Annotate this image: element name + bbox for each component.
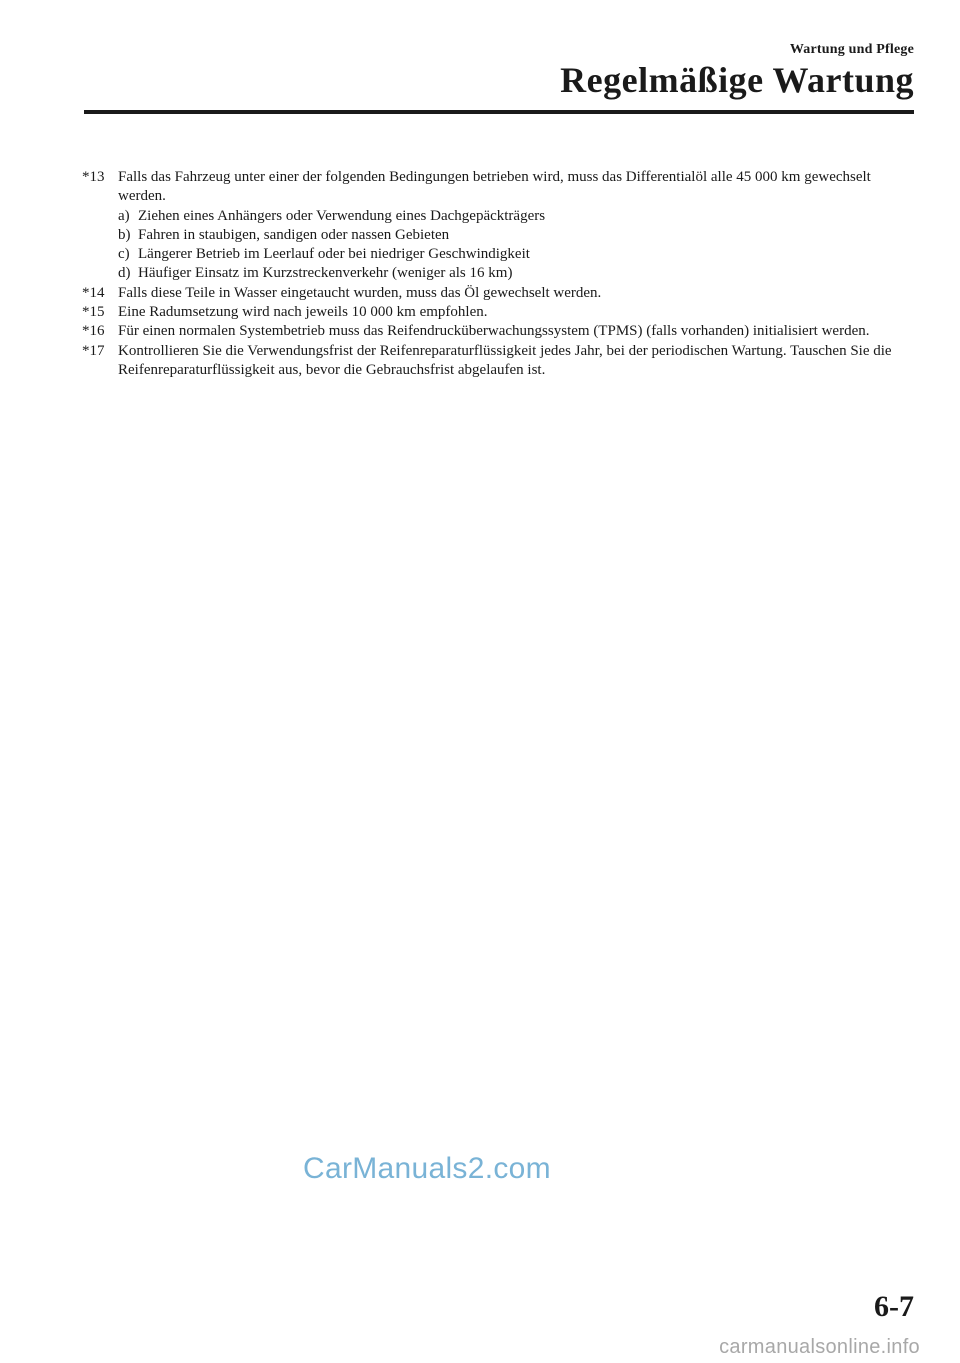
page-number: 6-7	[874, 1290, 914, 1323]
footnote-text: Falls das Fahrzeug unter einer der folgenden Bedingungen betrieben wird, muss das Differentialöl alle 45 000 km gewechselt werden.	[118, 169, 871, 205]
footnote-text: Falls diese Teile in Wasser eingetaucht wurden, muss das Öl gewechselt werden.	[118, 284, 602, 301]
condition-letter: d)	[118, 265, 131, 282]
footer-watermark: carmanualsonline.info	[719, 1336, 920, 1358]
condition-letter: b)	[118, 226, 131, 243]
page-title: Regelmäßige Wartung	[560, 60, 914, 100]
footnote-17	[82, 342, 912, 381]
footnotes	[82, 168, 912, 380]
footnote-text: Für einen normalen Systembetrieb muss das Reifendrucküberwachungssystem (TPMS) (falls vorhanden) initialisiert werden.	[118, 323, 870, 340]
condition-item-d	[118, 264, 912, 283]
footnote-14	[82, 284, 912, 303]
condition-text: Häufiger Einsatz im Kurzstreckenverkehr (weniger als 16 km)	[138, 265, 513, 282]
condition-text: Fahren in staubigen, sandigen oder nassen Gebieten	[138, 226, 450, 243]
footnote-number: *15	[82, 304, 105, 321]
condition-letter: c)	[118, 246, 130, 263]
footnote-text: Eine Radumsetzung wird nach jeweils 10 000 km empfohlen.	[118, 304, 488, 321]
condition-text: Längerer Betrieb im Leerlauf oder bei niedriger Geschwindigkeit	[138, 246, 530, 263]
header-divider	[84, 110, 914, 114]
footnote-15	[82, 303, 912, 322]
header-section-label: Wartung und Pflege	[789, 42, 914, 57]
footnote-number: *17	[82, 342, 105, 359]
footnote-text: Kontrollieren Sie die Verwendungsfrist der Reifenreparaturflüssigkeit jedes Jahr, bei der periodischen Wartung. Tauschen Sie die Reifenreparaturflüssigkeit aus, bevor die Gebrauchsfrist abgelaufen ist.	[118, 342, 892, 378]
footnote-number: *13	[82, 169, 105, 185]
condition-text: Ziehen eines Anhängers oder Verwendung eines Dachgepäckträgers	[138, 207, 546, 224]
footnote-number: *16	[82, 323, 105, 340]
footnote-13	[82, 168, 912, 284]
footnote-number: *14	[82, 284, 105, 301]
condition-item-b	[118, 226, 912, 245]
condition-item-a	[118, 207, 912, 226]
footnote-16	[82, 322, 912, 341]
condition-item-c	[118, 245, 912, 264]
watermark-logo: CarManuals2.com	[303, 1152, 551, 1185]
condition-letter: a)	[118, 207, 130, 224]
